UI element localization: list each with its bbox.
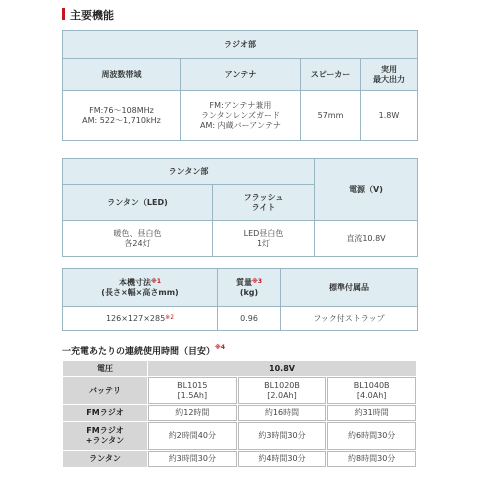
flash-line2: 1灯 bbox=[256, 238, 271, 248]
mass-value: 0.96 bbox=[218, 307, 281, 331]
runtime-title bbox=[62, 344, 225, 357]
voltage-value: 10.8V bbox=[148, 361, 416, 376]
runtime-title-text: 一充電あたりの連続使用時間（目安） bbox=[62, 347, 216, 357]
antenna-line3: AM: 内蔵バーアンテナ bbox=[200, 120, 281, 130]
row-fm-bl1015: 約12時間 bbox=[148, 405, 237, 421]
header-accent-bar bbox=[62, 8, 65, 20]
battery-1 bbox=[148, 377, 237, 404]
row-fm-label: FMラジオ bbox=[63, 405, 147, 421]
battery-2 bbox=[238, 377, 327, 404]
battery-1-capacity: [1.5Ah] bbox=[177, 390, 208, 400]
battery-1-model: BL1015 bbox=[177, 380, 208, 390]
row-fm-lantern-label-line1: FMラジオ bbox=[86, 426, 124, 436]
flash-header-line2: ライト bbox=[251, 202, 276, 212]
output-value: 1.8W bbox=[361, 91, 418, 141]
led-header: ランタン（LED) bbox=[63, 185, 213, 221]
battery-label: バッテリ bbox=[63, 377, 147, 404]
row-lantern-label: ランタン bbox=[63, 451, 147, 467]
battery-3 bbox=[327, 377, 416, 404]
row-fm-bl1020b: 約16時間 bbox=[238, 405, 327, 421]
row-lantern-bl1015: 約3時間30分 bbox=[148, 451, 237, 467]
row-fm-lantern-bl1015: 約2時間40分 bbox=[148, 422, 237, 450]
battery-2-model: BL1020B bbox=[264, 380, 300, 390]
mass-header-text: 質量 bbox=[235, 277, 252, 287]
dimension-header-text: 本機寸法 bbox=[118, 277, 151, 287]
speaker-header: スピーカー bbox=[301, 59, 361, 91]
dimension-header-line1 bbox=[65, 278, 215, 288]
dimension-header-line2: (長さ×幅×高さmm) bbox=[101, 287, 179, 297]
flash-line1: LED昼白色 bbox=[243, 228, 284, 238]
mass-header bbox=[218, 269, 281, 307]
row-fm-lantern-label-line2: +ランタン bbox=[85, 436, 125, 445]
power-header: 電源（V) bbox=[315, 159, 418, 221]
dimension-value-note: ※2 bbox=[165, 313, 175, 321]
row-fm-lantern-label bbox=[63, 422, 147, 450]
freq-am: AM: 522～1,710kHz bbox=[82, 115, 161, 125]
mass-note-mark: ※3 bbox=[251, 277, 262, 285]
battery-3-model: BL1040B bbox=[353, 380, 390, 390]
page-title: 主要機能 bbox=[70, 9, 114, 22]
battery-3-capacity: [4.0Ah] bbox=[356, 390, 387, 400]
accessory-value: フック付ストラップ bbox=[281, 307, 418, 331]
dimension-value bbox=[63, 307, 218, 331]
battery-2-capacity: [2.0Ah] bbox=[267, 390, 297, 400]
radio-section-header: ラジオ部 bbox=[63, 31, 418, 59]
lantern-section-header: ランタン部 bbox=[63, 159, 315, 185]
row-fm-lantern-bl1040b: 約6時間30分 bbox=[327, 422, 416, 450]
flash-header bbox=[213, 185, 315, 221]
accessory-header: 標準付属品 bbox=[281, 269, 418, 307]
flash-value bbox=[213, 221, 315, 257]
antenna-value bbox=[181, 91, 301, 141]
led-line1: 暖色、昼白色 bbox=[113, 228, 162, 238]
dimension-note-mark: ※1 bbox=[150, 277, 161, 285]
antenna-line1: FM:アンテナ兼用 bbox=[209, 100, 272, 110]
freq-value bbox=[63, 91, 181, 141]
mass-header-line1 bbox=[220, 278, 278, 288]
led-value bbox=[63, 221, 213, 257]
row-lantern-bl1020b: 約4時間30分 bbox=[238, 451, 327, 467]
led-line2: 各24灯 bbox=[124, 238, 151, 248]
mass-header-line2: (kg) bbox=[239, 287, 259, 297]
power-value: 直流10.8V bbox=[315, 221, 418, 257]
freq-header: 周波数帯域 bbox=[63, 59, 181, 91]
radio-spec-table bbox=[62, 30, 418, 141]
runtime-table bbox=[62, 360, 417, 468]
output-header bbox=[361, 59, 418, 91]
antenna-header: アンテナ bbox=[181, 59, 301, 91]
runtime-note-mark: ※4 bbox=[215, 344, 226, 351]
dimension-header bbox=[63, 269, 218, 307]
row-lantern-bl1040b: 約8時間30分 bbox=[327, 451, 416, 467]
lantern-spec-table bbox=[62, 158, 418, 257]
antenna-line2: ランタンレンズガード bbox=[200, 110, 281, 120]
output-header-line1: 実用 bbox=[381, 64, 397, 74]
speaker-value: 57mm bbox=[301, 91, 361, 141]
flash-header-line1: フラッシュ bbox=[243, 192, 284, 202]
output-header-line2: 最大出力 bbox=[373, 74, 405, 84]
row-fm-lantern-bl1020b: 約3時間30分 bbox=[238, 422, 327, 450]
dimension-text: 126×127×285 bbox=[105, 313, 166, 323]
freq-fm: FM:76～108MHz bbox=[89, 105, 154, 115]
body-spec-table bbox=[62, 268, 418, 331]
voltage-label: 電圧 bbox=[63, 361, 147, 376]
row-fm-bl1040b: 約31時間 bbox=[327, 405, 416, 421]
